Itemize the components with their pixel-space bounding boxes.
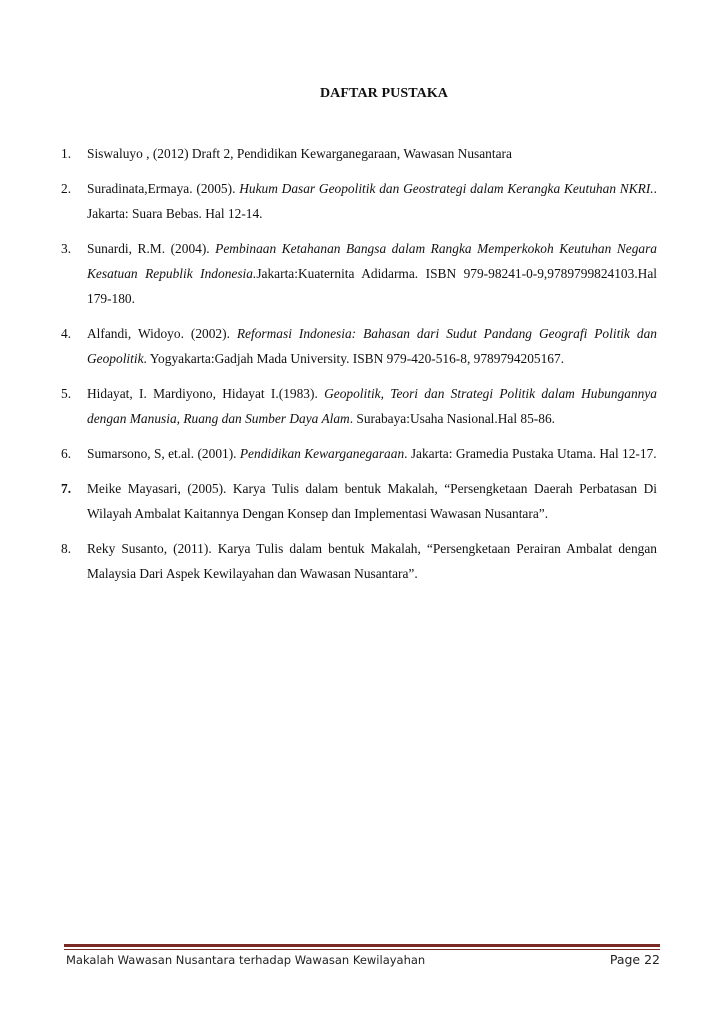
reference-publisher: . Yogyakarta:Gadjah Mada University. ISBN 979-420-516-8, 9789794205167.: [143, 351, 565, 366]
reference-title: Geopolitik, Teori dan Strategi Politik dalam Hubungannya dengan Manusia, Ruang dan Sumber Daya Alam: [87, 386, 657, 426]
reference-number: 1.: [61, 146, 72, 161]
reference-text: Alfandi, Widoyo. (2002).: [87, 326, 237, 341]
reference-number: 7.: [61, 481, 72, 496]
reference-number: 3.: [61, 241, 72, 256]
reference-title: Reformasi Indonesia: Bahasan dari Sudut Pandang Geografi Politik dan Geopolitik: [87, 326, 657, 366]
footer-divider-thin: [64, 949, 660, 950]
reference-number: 2.: [61, 181, 72, 196]
reference-number: 5.: [61, 386, 72, 401]
reference-item: [61, 141, 657, 166]
reference-publisher: . Surabaya:Usaha Nasional.Hal 85-86.: [349, 411, 555, 426]
reference-publisher: . Jakarta: Suara Bebas. Hal 12-14.: [87, 181, 657, 221]
reference-number: 8.: [61, 541, 72, 556]
reference-item: [61, 476, 657, 526]
reference-text: Hidayat, I. Mardiyono, Hidayat I.(1983).: [87, 386, 325, 401]
reference-publisher: Jakarta:Kuaternita Adidarma. ISBN 979-98241-0-9,9789799824103.Hal 179-180.: [87, 266, 657, 306]
reference-text: Sunardi, R.M. (2004).: [87, 241, 216, 256]
reference-number: 4.: [61, 326, 72, 341]
footer-document-title: Makalah Wawasan Nusantara terhadap Wawasan Kewilayahan: [66, 953, 426, 967]
reference-text: Suradinata,Ermaya. (2005).: [87, 181, 240, 196]
reference-item: [61, 321, 657, 371]
reference-item: [61, 236, 657, 311]
reference-title: Pembinaan Ketahanan Bangsa dalam Rangka Memperkokoh Keutuhan Negara Kesatuan Republik Indonesia.: [87, 241, 657, 281]
reference-number: 6.: [61, 446, 72, 461]
reference-item: [61, 441, 657, 466]
reference-text: Meike Mayasari, (2005). Karya Tulis dalam bentuk Makalah, “Persengketaan Daerah Perbatasan Di Wilayah Ambalat Kaitannya Dengan Konsep dan Implementasi Wawasan Nusantara”.: [87, 481, 657, 521]
reference-list: [61, 141, 657, 596]
page-number: Page 22: [609, 952, 660, 967]
footer-divider: [64, 944, 660, 947]
page-title: DAFTAR PUSTAKA: [319, 86, 449, 101]
reference-title: Hukum Dasar Geopolitik dan Geostrategi dalam Kerangka Keutuhan NKRI.: [239, 181, 654, 196]
reference-title: Pendidikan Kewarganegaraan: [239, 446, 405, 461]
reference-item: [61, 536, 657, 586]
reference-text: Sumarsono, S, et.al. (2001).: [87, 446, 240, 461]
reference-publisher: . Jakarta: Gramedia Pustaka Utama. Hal 12-17.: [404, 446, 657, 461]
reference-item: [61, 176, 657, 226]
reference-item: [61, 381, 657, 431]
reference-text: Siswaluyo , (2012) Draft 2, Pendidikan Kewarganegaraan, Wawasan Nusantara: [87, 146, 512, 161]
reference-text: Reky Susanto, (2011). Karya Tulis dalam bentuk Makalah, “Persengketaan Perairan Ambalat dengan Malaysia Dari Aspek Kewilayahan dan Wawasan Nusantara”.: [87, 541, 657, 581]
